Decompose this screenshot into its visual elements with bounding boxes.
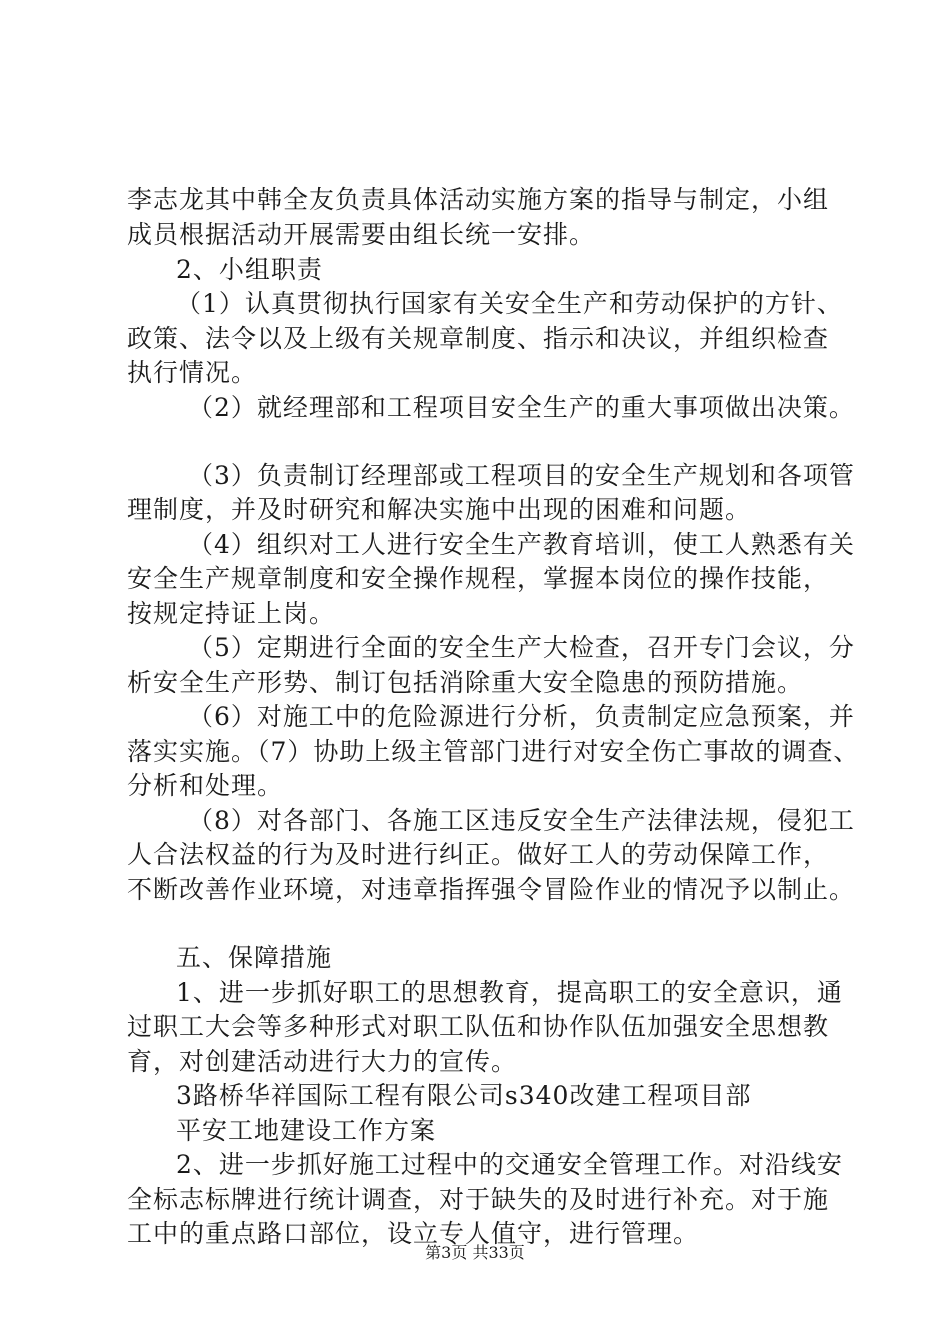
text-line: 分析和处理。	[127, 771, 284, 800]
text-line: （3）负责制订经理部或工程项目的安全生产规划和各项管	[188, 461, 855, 490]
text-line: 全标志标牌进行统计调查，对于缺失的及时进行补充。对于施	[127, 1185, 830, 1214]
text-line: 育，对创建活动进行大力的宣传。	[127, 1047, 518, 1076]
text-line: 成员根据活动开展需要由组长统一安排。	[127, 220, 596, 249]
text-line: （4）组织对工人进行安全生产教育培训，使工人熟悉有关	[188, 530, 855, 559]
text-line: 政策、法令以及上级有关规章制度、指示和决议，并组织检查	[127, 324, 830, 353]
text-line: 李志龙其中韩全友负责具体活动实施方案的指导与制定，小组	[127, 185, 830, 214]
text-line: 平安工地建设工作方案	[176, 1116, 437, 1145]
section-heading: 2、小组职责	[176, 255, 323, 284]
text-line: （1）认真贯彻执行国家有关安全生产和劳动保护的方针、	[176, 289, 843, 318]
text-line: 2、进一步抓好施工过程中的交通安全管理工作。对沿线安	[176, 1150, 843, 1179]
text-line: （2）就经理部和工程项目安全生产的重大事项做出决策。	[188, 393, 855, 422]
text-line: 过职工大会等多种形式对职工队伍和协作队伍加强安全思想教	[127, 1012, 830, 1041]
text-line: 安全生产规章制度和安全操作规程，掌握本岗位的操作技能，	[127, 564, 830, 593]
text-line: 析安全生产形势、制订包括消除重大安全隐患的预防措施。	[127, 668, 804, 697]
text-line: 工中的重点路口部位，设立专人值守，进行管理。	[127, 1219, 700, 1248]
text-line: 执行情况。	[127, 358, 258, 387]
text-line: 不断改善作业环境，对违章指挥强令冒险作业的情况予以制止。	[127, 875, 856, 904]
text-line: 理制度，并及时研究和解决实施中出现的困难和问题。	[127, 495, 752, 524]
text-line: 人合法权益的行为及时进行纠正。做好工人的劳动保障工作，	[127, 840, 830, 869]
text-line: 落实实施。（7）协助上级主管部门进行对安全伤亡事故的调查、	[127, 737, 860, 766]
text-line: 3路桥华祥国际工程有限公司s340改建工程项目部	[176, 1081, 752, 1110]
text-line: （6）对施工中的危险源进行分析，负责制定应急预案，并	[188, 702, 855, 731]
text-line: （5）定期进行全面的安全生产大检查，召开专门会议，分	[188, 633, 855, 662]
section-heading: 五、保障措施	[176, 943, 333, 972]
text-line: （8）对各部门、各施工区违反安全生产法律法规，侵犯工	[188, 806, 855, 835]
page-number-footer: 第3页 共33页	[425, 1243, 525, 1262]
text-line: 按规定持证上岗。	[127, 599, 336, 628]
text-line: 1、进一步抓好职工的思想教育，提高职工的安全意识，通	[176, 978, 843, 1007]
